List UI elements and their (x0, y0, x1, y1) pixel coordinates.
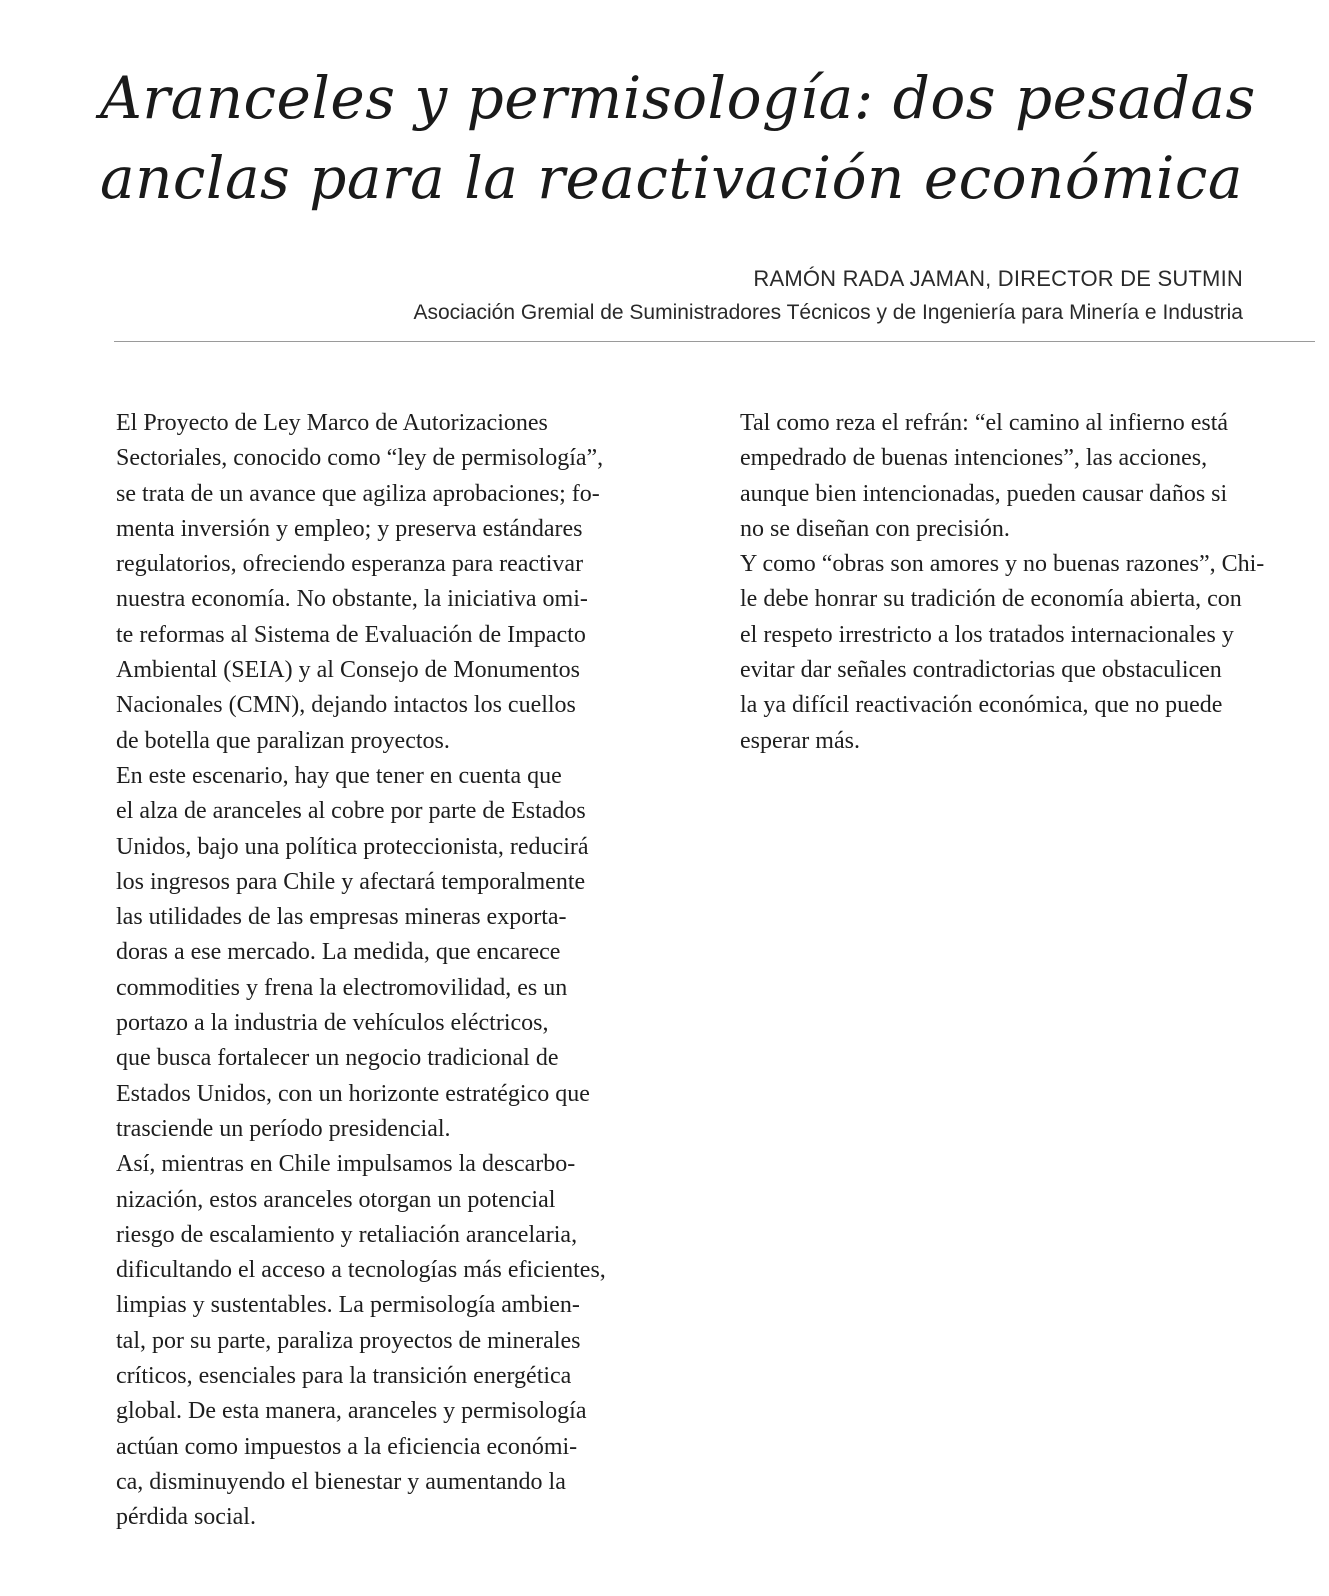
text-line: empedrado de buenas intenciones”, las acciones, (740, 445, 1208, 472)
text-line: se trata de un avance que agiliza aprobaciones; fo- (116, 480, 600, 507)
text-line: Y como “obras son amores y no buenas razones”, Chi- (740, 551, 1265, 578)
text-line: aunque bien intencionadas, pueden causar daños si (740, 480, 1228, 507)
text-line: commodities y frena la electromovilidad, es un (116, 974, 568, 1001)
text-line: críticos, esenciales para la transición energética (116, 1363, 572, 1390)
text-line: trasciende un período presidencial. (116, 1115, 451, 1142)
text-line: Así, mientras en Chile impulsamos la descarbo- (116, 1151, 576, 1178)
author-name: RAMÓN RADA JAMAN, DIRECTOR DE SUTMIN (753, 266, 1243, 291)
headline-line: Aranceles y permisología: dos pesadas (100, 64, 1256, 132)
text-line: tal, por su parte, paraliza proyectos de minerales (116, 1327, 581, 1354)
text-line: Tal como reza el refrán: “el camino al infierno está (740, 410, 1229, 436)
text-line: los ingresos para Chile y afectará temporalmente (116, 868, 586, 895)
article-headline (100, 58, 1310, 218)
text-line: menta inversión y empleo; y preserva estándares (116, 515, 583, 542)
paragraph (740, 406, 1320, 547)
paragraph (116, 759, 676, 1147)
text-line: te reformas al Sistema de Evaluación de Impacto (116, 621, 586, 648)
paragraph (116, 1147, 676, 1535)
text-line: nuestra economía. No obstante, la iniciativa omi- (116, 586, 588, 613)
text-line: portazo a la industria de vehículos eléctricos, (116, 1010, 549, 1037)
text-line: de botella que paralizan proyectos. (116, 727, 450, 754)
text-line: riesgo de escalamiento y retaliación arancelaria, (116, 1221, 578, 1248)
text-line: no se diseñan con precisión. (740, 515, 1010, 542)
text-line: el respeto irrestricto a los tratados internacionales y (740, 621, 1234, 648)
paragraph (116, 406, 676, 759)
text-line: Sectoriales, conocido como “ley de permisología”, (116, 445, 604, 472)
text-line: global. De esta manera, aranceles y permisología (116, 1398, 587, 1425)
text-line: evitar dar señales contradictorias que obstaculicen (740, 657, 1222, 684)
text-line: doras a ese mercado. La medida, que encarece (116, 939, 561, 966)
text-line: dificultando el acceso a tecnologías más eficientes, (116, 1257, 606, 1284)
text-line: Ambiental (SEIA) y al Consejo de Monumentos (116, 657, 580, 684)
text-line: le debe honrar su tradición de economía abierta, con (740, 586, 1242, 613)
text-line: Nacionales (CMN), dejando intactos los cuellos (116, 692, 576, 719)
text-line: Unidos, bajo una política proteccionista, reducirá (116, 833, 589, 860)
author-organization: Asociación Gremial de Suministradores Técnicos y de Ingeniería para Minería e Industria (413, 301, 1243, 324)
text-line: limpias y sustentables. La permisología ambien- (116, 1292, 580, 1319)
text-line: esperar más. (740, 727, 860, 754)
byline (413, 262, 1243, 330)
paragraph (740, 547, 1320, 759)
header-divider (114, 341, 1315, 342)
text-line: actúan como impuestos a la eficiencia económi- (116, 1433, 578, 1460)
text-line: El Proyecto de Ley Marco de Autorizaciones (116, 410, 548, 436)
text-line: Estados Unidos, con un horizonte estratégico que (116, 1080, 590, 1107)
text-line: regulatorios, ofreciendo esperanza para reactivar (116, 551, 584, 578)
text-line: que busca fortalecer un negocio tradicional de (116, 1045, 559, 1072)
text-line: ca, disminuyendo el bienestar y aumentando la (116, 1468, 566, 1495)
text-line: el alza de aranceles al cobre por parte de Estados (116, 798, 586, 825)
right-column (740, 406, 1320, 759)
text-line: pérdida social. (116, 1504, 256, 1531)
text-line: la ya difícil reactivación económica, que no puede (740, 692, 1223, 719)
text-line: nización, estos aranceles otorgan un potencial (116, 1186, 556, 1213)
headline-line: anclas para la reactivación económica (100, 144, 1243, 212)
left-column (116, 406, 676, 1536)
text-line: En este escenario, hay que tener en cuenta que (116, 762, 562, 789)
text-line: las utilidades de las empresas mineras exporta- (116, 904, 567, 931)
